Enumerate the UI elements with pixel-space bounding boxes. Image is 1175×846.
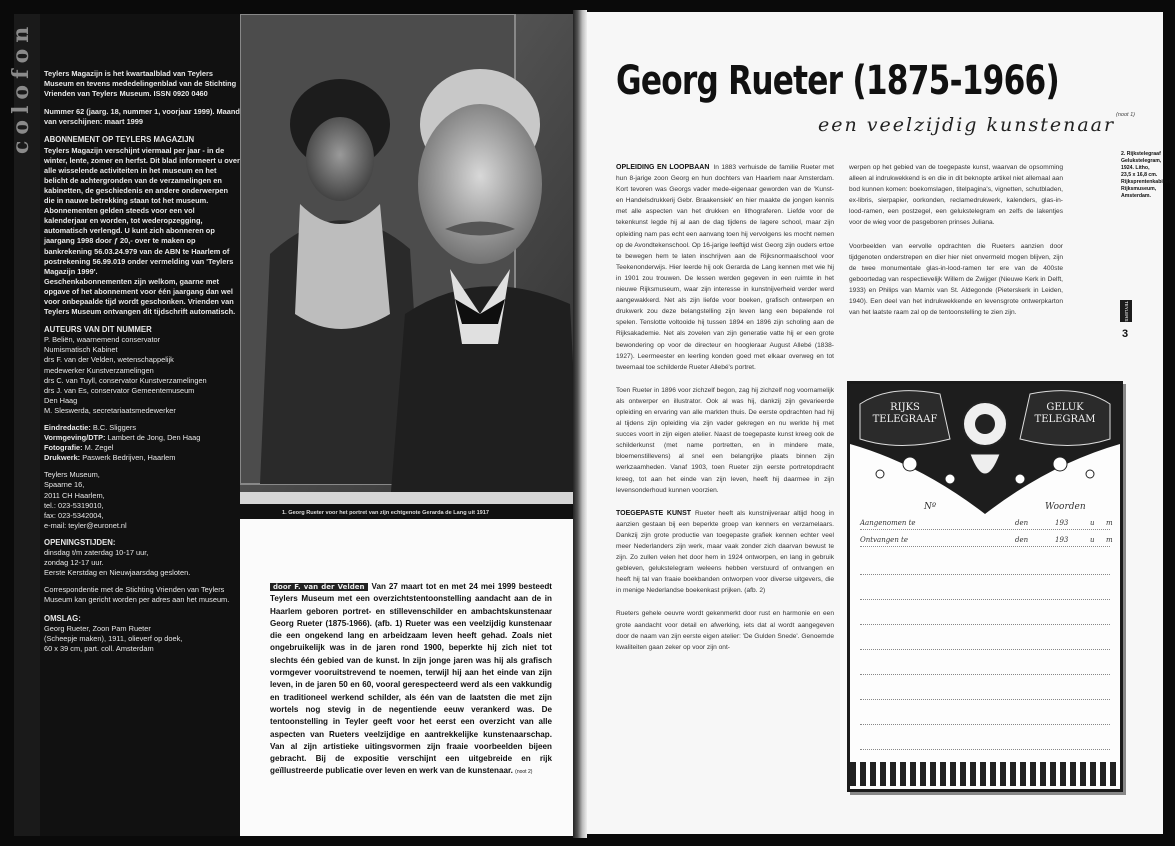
telegram-banner-left: RIJKS TELEGRAAF <box>872 402 938 425</box>
page-number: 3 <box>1122 328 1129 340</box>
telegram-caption: 2. Rijkstelegraaf Gelukstelegram, 1924. Litho, 23,5 x 16,8 cm. Rijksprentenkabinet, Rijksmuseum, Amsterdam. <box>1121 151 1173 199</box>
auteurs-list <box>44 335 240 416</box>
auteur-line: Den Haag <box>44 395 78 405</box>
telegram-line <box>860 574 1110 575</box>
article-column-1 <box>616 162 834 665</box>
telegram-row2-den: den <box>1015 536 1029 544</box>
telegram-line <box>860 749 1110 750</box>
telegram-row1-m: m <box>1106 519 1113 527</box>
telegram-line <box>860 649 1110 650</box>
intro-note: (noot 2) <box>515 769 533 776</box>
omslag-info: Georg Rueter, Zoon Pam Rueter (Scheepje maken), 1911, olieverf op doek, 60 x 39 cm, part. coll. Amsterdam <box>44 623 183 653</box>
telegram-line <box>860 699 1110 700</box>
openingstijden-heading: OPENINGSTIJDEN: <box>44 537 116 547</box>
intro-panel <box>240 519 580 836</box>
paragraph-werpen: werpen op het gebied van de toegepaste kunst, waarvan de opsomming alleen al indrukwekkend is en die in dit beknopte artikel niet allemaal aan bod kunnen komen: boekomslagen, titelpagina's, vignetten, schutbladen, ex-libris, sierpapier, oorkonden, reclamedrukwerk, kalenders, glas-in-lood-ramen, een postzegel, een gelukstelegram en zelfs de lakentjes voor de wieg voor de pasgeboren prinses Juliana. <box>849 164 1063 227</box>
article-title: Georg Rueter (1875-1966) <box>616 58 1059 104</box>
colofon-vertical-title: colofon <box>8 20 34 154</box>
colofon-intro: Teylers Magazijn is het kwartaalblad van Teylers Museum en tevens mededelingenblad van de Stichting Vrienden van Teylers Museum. ISSN 0920 0460 <box>44 69 237 99</box>
auteur-line: M. Sleswerda, secretariaatsmedewerker <box>44 405 176 415</box>
omslag-heading: OMSLAG: <box>44 613 81 623</box>
telegram-line <box>860 624 1110 625</box>
telegram-line <box>860 599 1110 600</box>
telegram-no-label: Nº <box>924 502 937 512</box>
abonnement-text-1: Teylers Magazijn verschijnt viermaal per jaar - in de winter, lente, zomer en herfst. Dit blad informeert u over alle wisselende activiteiten in het museum en het belicht de achtergronden van de verzamelingen en kabinetten, de geschiedenis en andere onderwerpen die in nauwe betrekking staan tot het museum. <box>44 145 240 206</box>
museum-address: Teylers Museum, Spaarne 16, 2011 CH Haarlem, tel.: 023-5319010, fax: 023-5342004, e-mail: teyler@euronet.nl <box>44 470 127 530</box>
page-spine <box>573 10 587 838</box>
auteur-line: drs C. van Tuyll, conservator Kunstverzamelingen <box>44 375 207 385</box>
telegram-line <box>860 674 1110 675</box>
paragraph-toegepaste: TOEGEPASTE KUNST Rueter heeft als kunstnijveraar altijd hoog in aanzien gestaan bij een beperkte groep van kenners en verzamelaars. Dankzij zijn grote productie van toegepaste grafiek kennen echter veel meer Nederlanders zijn werk, maar vaak zonder zich daarvan bewust te zijn. Zo zullen velen het door hem in 1924 ontworpen, en lang in gebruik gebleven, geluksteIegram weleens hebben verstuurd of ontvangen en heeft hij tal van fraaie boekbanden ontworpen voor diverse uitgevers, die in menige Nederlandse boekenkast prijken. (afb. 2) <box>616 509 834 595</box>
auteur-line: drs F. van der Velden, wetenschappelijk <box>44 355 174 365</box>
credit-line: Vormgeving/DTP: Lambert de Jong, Den Haag <box>44 433 201 443</box>
telegram-row2-label: Ontvangen te <box>860 536 909 544</box>
colofon <box>44 69 240 654</box>
telegram-row2-year: 193 <box>1055 536 1069 544</box>
credits <box>44 423 240 463</box>
intro-paragraph: Van 27 maart tot en met 24 mei 1999 besteedt Teylers Museum met een overzichtstentoonstelling aandacht aan de in Haarlem geboren portret- en stillevenschilder en ambachtskunstenaar Georg Rueter (1875-1966). (afb. 1) Rueter was een veelzijdig kunstenaar die een ongekend lang en arbeidzaam leven heeft gehad. Zoals niet ongebruikelijk was in de jaren rond 1900, beperkte hij zich niet tot slechts één gebied van de kunst. In zijn jonge jaren was hij als grafisch vormgever vooruitstrevend te noemen, terwijl hij aan het einde van zijn leven, in de jaren 50 en 60, vooral gerespecteerd werd als een vakkundig en traditioneel werkend schilder, als één van de laatsten die met zijn wortels nog stevig in de negentiende eeuw verankerd was. De tentoonstelling in Teyler geeft voor het eerst een overzicht van alle aspecten van Rueters veelzijdige en aantrekkelijke kunstenaarschap. Van al zijn artistieke uitingsvormen zijn fraaie voorbeelden bijeen gebracht. Bij de expositie verschijnt een uitgebreide en rijk geïllustreerde publicatie over leven en werk van de kunstenaar. <box>270 582 552 776</box>
telegram-row1-year: 193 <box>1055 519 1069 527</box>
teylers-logo: TEYLERS <box>1120 300 1132 322</box>
gelukstelegram-image <box>847 381 1123 792</box>
telegram-row1-den: den <box>1015 519 1029 527</box>
abonnement-heading: ABONNEMENT OP TEYLERS MAGAZIJN <box>44 135 195 145</box>
portrait-photo <box>240 14 580 504</box>
paragraph-oeuvre: Rueters gehele oeuvre wordt gekenmerkt door rust en harmonie en een grote aandacht voor detail en afwerking, iets dat al wordt aangegeven door de naam van zijn eerste eigen atelier: 'De Gulden Snede'. Genoemde kwaliteiten gaan zeker op voor zijn ont- <box>616 610 834 651</box>
auteurs-heading: AUTEURS VAN DIT NUMMER <box>44 325 152 335</box>
telegram-woorden-label: Woorden <box>1045 502 1086 512</box>
paragraph-opleiding: OPLEIDING EN LOOPBAAN In 1883 verhuisde de familie Rueter met hun 8-jarige zoon Georg en hun dochters van Haarlem naar Amsterdam. Kort tevoren was Georgs vader mede-eigenaar geworden van de 'Kunst- en Handelsdrukkerij Gebr. Braakensiek' en hier maakte de jongen kennis met alle aspecten van het drukken en lithograferen. Liefde voor de tekenkunst legde hij al aan de dag tijdens de lagere school, maar zijn opleiding nam pas echt een aanvang toen hij vervolgens les mocht nemen op de Avondtekenschool. Op 16-jarige leeftijd wist Georg zijn ouders ertoe te bewegen hem te laten inschrijven aan de Rijksnormaalschool voor Teekenonderwijs. Hier leerde hij ook Gerarda de Lang kennen met wie hij in 1901 zou trouwen. De lessen werden gegeven in een ruimte in het nieuwe Rijksmuseum, waar zijn interesse in kunstnijverheid verder werd aangewakkerd. Net als zijn liefde voor boeken, grafisch ontwerpen en drukwerk zou deze belangstelling zijn leven lang een bepalende rol spelen. Tenslotte voltooide hij tussen 1894 en 1896 zijn scholing aan de Rijksakademie. Net als zovelen van zijn generatie vatte hij er een grote bewondering op voor de directeur en hoogleraar August Allebé (1838-1927). Leermeester en leerling konden goed met elkaar overweg en tot tweemaal toe schilderde Rueter Allebé's portret. <box>616 164 834 371</box>
correspondentie: Correspondentie met de Stichting Vrienden van Teylers Museum kan gericht worden per adres aan het museum. <box>44 585 230 605</box>
article-column-2 <box>849 162 1063 330</box>
auteur-line: medewerker Kunstverzamelingen <box>44 365 154 375</box>
auteur-line: drs J. van Es, conservator Gemeentemuseum <box>44 385 195 395</box>
title-note: (noot 1) <box>1116 112 1135 118</box>
telegram-row2-u: u <box>1090 536 1095 544</box>
abonnement-text-2: Abonnementen gelden steeds voor een vol kalenderjaar en worden, tot wederopzegging, automatisch verlengd. U kunt zich abonneren op jaargang 1998 door ƒ 20,- over te maken op bankrekening 56.03.24.979 van de ABN te Haarlem of postrekening 56.99.019 onder vermelding van 'Teylers Magazijn 1999'. <box>44 206 234 276</box>
openingstijden: dinsdag t/m zaterdag 10-17 uur, zondag 12-17 uur. Eerste Kerstdag en Nieuwjaarsdag gesloten. <box>44 548 191 578</box>
auteur-line: Numismatisch Kabinet <box>44 345 118 355</box>
telegram-row1-u: u <box>1090 519 1095 527</box>
telegram-banner-right: GELUK TELEGRAM <box>1034 402 1096 425</box>
intro-text <box>270 581 552 779</box>
credit-line: Drukwerk: Paswerk Bedrijven, Haarlem <box>44 453 176 463</box>
telegram-line <box>860 546 1110 547</box>
credit-line: Eindredactie: B.C. Sliggers <box>44 423 137 432</box>
telegram-bottom-border <box>850 762 1120 786</box>
photo-caption: 1. Georg Rueter voor het portret van zijn echtgenote Gerarda de Lang uit 1917 <box>282 510 490 516</box>
credit-line: Fotografie: M. Zegel <box>44 443 114 453</box>
left-page <box>8 14 580 836</box>
telegram-row2-m: m <box>1106 536 1113 544</box>
abonnement-text-3: Geschenkabonnementen zijn welkom, gaarne met opgave of het abonnement voor één jaargang dan wel voor onbepaalde tijd wordt geschonken. Vrienden van Teylers Museum ontvangen dit tijdschrift automatisch. <box>44 276 236 317</box>
author-tag: door F. van der Velden <box>270 583 368 591</box>
auteur-line: P. Beliën, waarnemend conservator <box>44 335 161 345</box>
portrait-photo-drawing <box>240 14 580 504</box>
telegram-row1-label: Aangenomen te <box>860 519 916 527</box>
paragraph-toen: Toen Rueter in 1896 voor zichzelf begon, zag hij zichzelf nog voornamelijk als ontwerper en illustrator. Ook al was hij, dankzij zijn gevarieerde opleiding en ervaring van alle markten thuis. De eerste opdrachten had hij al tijdens zijn opleiding via zijn vader gekregen en nu werkte hij met succes voort in zijn eigen atelier. Naast de toegepaste kunst kreeg ook de schilderkunst (met name portretten, en in mindere mate, bloemenstillevens) al snel een belangrijke plaats binnen zijn werkzaamheden. Vanaf 1903, toen Rueter zijn eerste portretopdracht kreeg, tot aan het einde van zijn leven, heeft hij daarmee in zijn levensonderhoud kunnen voorzien. <box>616 386 834 494</box>
telegram-line <box>860 724 1110 725</box>
telegram-line <box>860 529 1110 530</box>
article-subtitle: een veelzijdig kunstenaar <box>818 114 1116 136</box>
paragraph-voorbeelden: Voorbeelden van eervolle opdrachten die Rueters aanzien door tijdgenoten onderstrepen en dier hier niet onvermeld mogen blijven, zijn de twee monumentale glas-in-lood-ramen ter ere van de 400ste geboortedag van respectievelijk Willem de Zwijger (Nieuwe Kerk in Delft, 1933) en Philips van Marnix van St. Aldegonde (Pieterskerk in Leiden, 1940). Een deel van het indrukwekkende en levensgrote ontwerpkarton van het laatste raam zal op de tentoonstelling te zien zijn. <box>849 242 1063 317</box>
colofon-strip <box>8 14 40 836</box>
colofon-issue: Nummer 62 (jaarg. 18, nummer 1, voorjaar 1999). Maand van verschijnen: maart 1999 <box>44 107 240 127</box>
